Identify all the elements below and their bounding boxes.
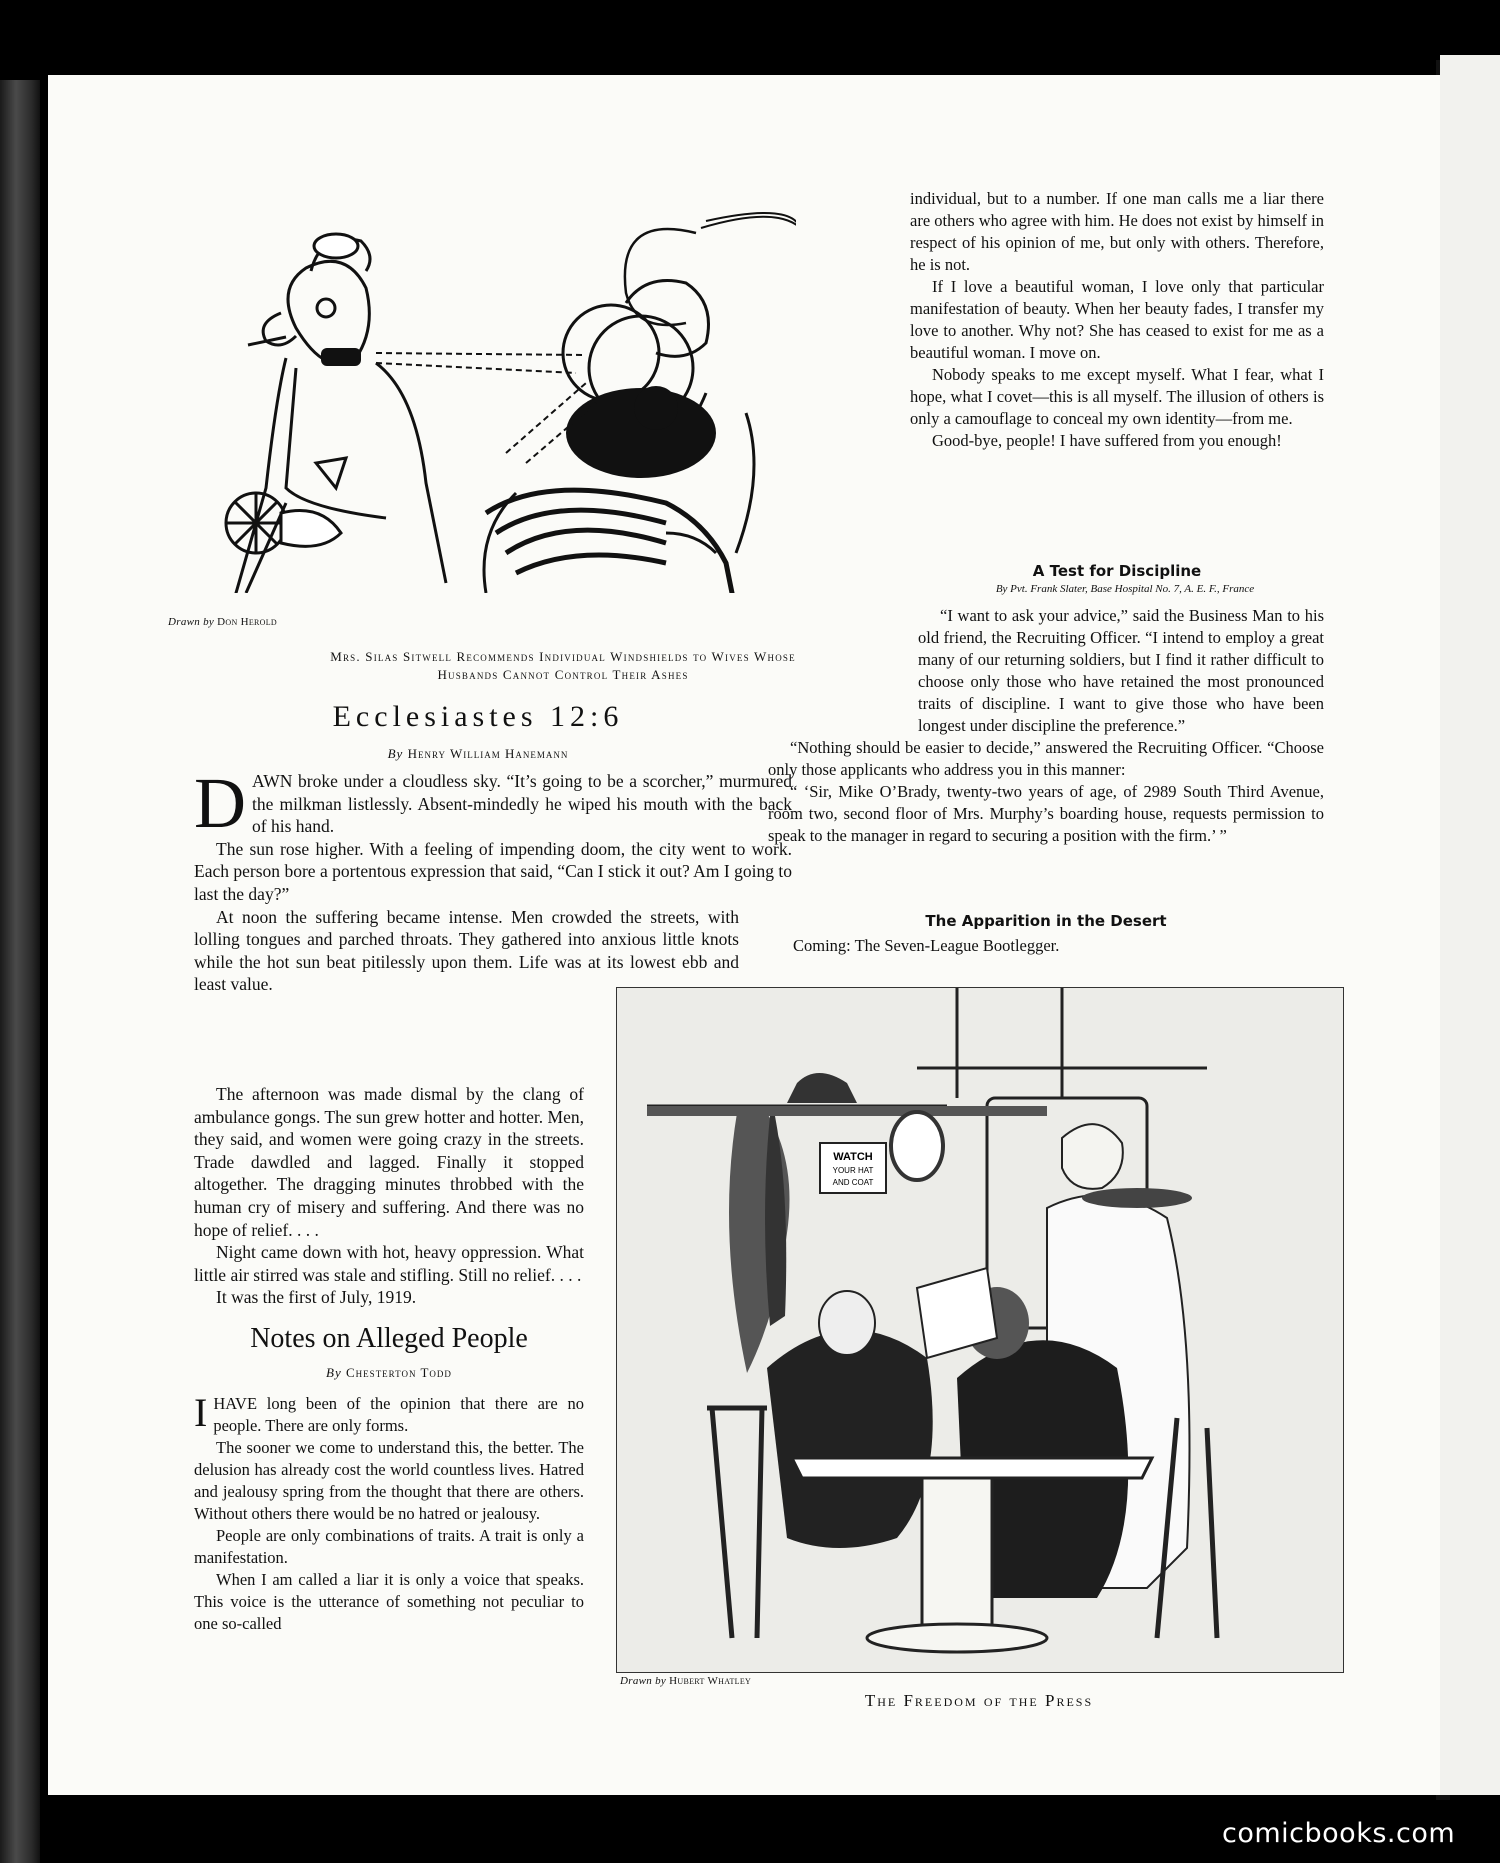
cartoon1-caption-line2: Husbands Cannot Control Their Ashes — [437, 667, 689, 682]
sign-line2: YOUR HAT — [832, 1166, 874, 1175]
notes-cont1: individual, but to a number. If one man calls me a liar there are others who agree with him. He does not exist by himself in respect of his opinion of me, but only with others. Therefore, he is not. — [910, 189, 1324, 274]
notes-continued — [910, 188, 1324, 452]
ecclesiastes-para2: The sun rose higher. With a feeling of impending doom, the city went to work. Each person bore a portentous expression that said, “Can I stick it out? Am I going to last the day?” — [194, 838, 792, 904]
cartoon-windshields — [186, 193, 796, 593]
ecclesiastes-body — [194, 763, 792, 996]
discipline-para2: “Nothing should be easier to decide,” answered the Recruiting Officer. “Choose only those applicants who address you in this manner: — [768, 738, 1324, 779]
ecclesiastes-drop-cap: D — [194, 763, 246, 843]
notes-cont4: Good-bye, people! I have suffered from you enough! — [932, 431, 1282, 450]
discipline-byline: By Pvt. Frank Slater, Base Hospital No. 7, A. E. F., France — [995, 583, 1255, 595]
ecclesiastes-byline — [158, 746, 798, 762]
cartoon-freedom-of-press — [616, 987, 1344, 1673]
notes-para3: People are only combinations of traits. A trait is only a manifestation. — [194, 1526, 584, 1567]
ecclesiastes-author: Henry William Hanemann — [407, 746, 569, 761]
cartoon2-caption: The Freedom of the Press — [864, 1691, 1094, 1710]
notes-body — [194, 1390, 584, 1635]
discipline-para1: “I want to ask your advice,” said the Business Man to his old friend, the Recruiting Officer. “I intend to employ a great many of our returning soldiers, but I find it rather difficult to choose only those who have retained the most pronounced traits of discipline. I want to give those who have been longest under discipline the preference.” — [918, 606, 1324, 735]
scan-left-edge — [0, 80, 40, 1863]
cartoon-windshields-illustration — [186, 193, 796, 593]
cartoon1-caption-line1: Mrs. Silas Sitwell Recommends Individual Windshields to Wives Whose — [330, 649, 796, 664]
ecclesiastes-para6: It was the first of July, 1919. — [216, 1287, 417, 1308]
notes-drop-cap: I — [194, 1390, 208, 1435]
cartoon1-credit-artist: Don Herold — [217, 616, 278, 628]
cartoon2-credit-artist: Hubert Whatley — [669, 1675, 752, 1687]
notes-title: Notes on Alleged People — [250, 1323, 528, 1354]
discipline-title: A Test for Discipline — [1032, 562, 1202, 580]
notes-author: Chesterton Todd — [346, 1365, 452, 1380]
notes-cont3: Nobody speaks to me except myself. What I fear, what I hope, what I covet—this is all myself. The illusion of others is only a camouflage to conceal my own identity—from me. — [910, 365, 1324, 428]
ecclesiastes-body-narrow — [194, 1083, 584, 1309]
cartoon1-credit-prefix: Drawn by — [168, 616, 215, 628]
notes-cont2: If I love a beautiful woman, I love only that particular manifestation of beauty. When her beauty fades, I transfer my love to another. Why not? She has ceased to exist for me as a beautiful woman. I move on. — [910, 277, 1324, 362]
ecclesiastes-para3: At noon the suffering became intense. Men crowded the streets, with lolling tongues and parched throats. They gathered into anxious little knots while the hot sun beat pitilessly upon them. Life was at its lowest ebb and least value. — [194, 906, 739, 995]
notes-byline-prefix: By — [326, 1365, 342, 1380]
ecclesiastes-byline-prefix: By — [387, 746, 404, 761]
ecclesiastes-para1: AWN broke under a cloudless sky. “It’s going to be a scorcher,” murmured the milkman listlessly. Absent-mindedly he wiped his mouth with the back of his hand. — [252, 771, 792, 837]
ecclesiastes-title: Ecclesiastes 12:6 — [332, 700, 624, 733]
cartoon2-credit-prefix: Drawn by — [620, 1675, 667, 1687]
notes-para2: The sooner we come to understand this, the better. The delusion has already cost the world countless lives. Hatred and jealousy spring from the thought that there are others. Without others there would be no hatred or jealousy. — [194, 1438, 584, 1523]
ecclesiastes-para4: The afternoon was made dismal by the clang of ambulance gongs. The sun grew hotter and hotter. Men, they said, and women were going crazy in the streets. Trade dawdled and lagged. Finally it stopped altogether. The dragging minutes throbbed with the human cry of misery and suffering. And there was no hope of relief. . . . — [194, 1084, 584, 1240]
apparition-title: The Apparition in the Desert — [925, 912, 1167, 930]
discipline-para3: “ ‘Sir, Mike O’Brady, twenty-two years of age, of 2989 South Third Avenue, room two, second floor of Mrs. Murphy’s boarding house, requests permission to speak to the manager in regard to securing a position with the firm.’ ” — [768, 782, 1324, 845]
discipline-body — [768, 605, 1324, 847]
magazine-page — [48, 75, 1440, 1795]
cartoon-freedom-illustration — [617, 988, 1343, 1672]
watermark-comicbooks: comicbooks.com — [1222, 1818, 1456, 1849]
scan-next-page — [1440, 55, 1500, 1795]
ecclesiastes-para5: Night came down with hot, heavy oppression. What little air stirred was stale and stifling. Still no relief. . . . — [194, 1242, 584, 1285]
apparition-text: Coming: The Seven-League Bootlegger. — [793, 936, 1060, 955]
sign-line1: WATCH — [833, 1151, 873, 1163]
notes-byline — [194, 1365, 584, 1381]
notes-para4: When I am called a liar it is only a voice that speaks. This voice is the utterance of something not peculiar to one so-called — [194, 1570, 584, 1633]
notes-para1: HAVE long been of the opinion that there are no people. There are only forms. — [213, 1394, 584, 1435]
sign-line3: AND COAT — [832, 1178, 874, 1187]
